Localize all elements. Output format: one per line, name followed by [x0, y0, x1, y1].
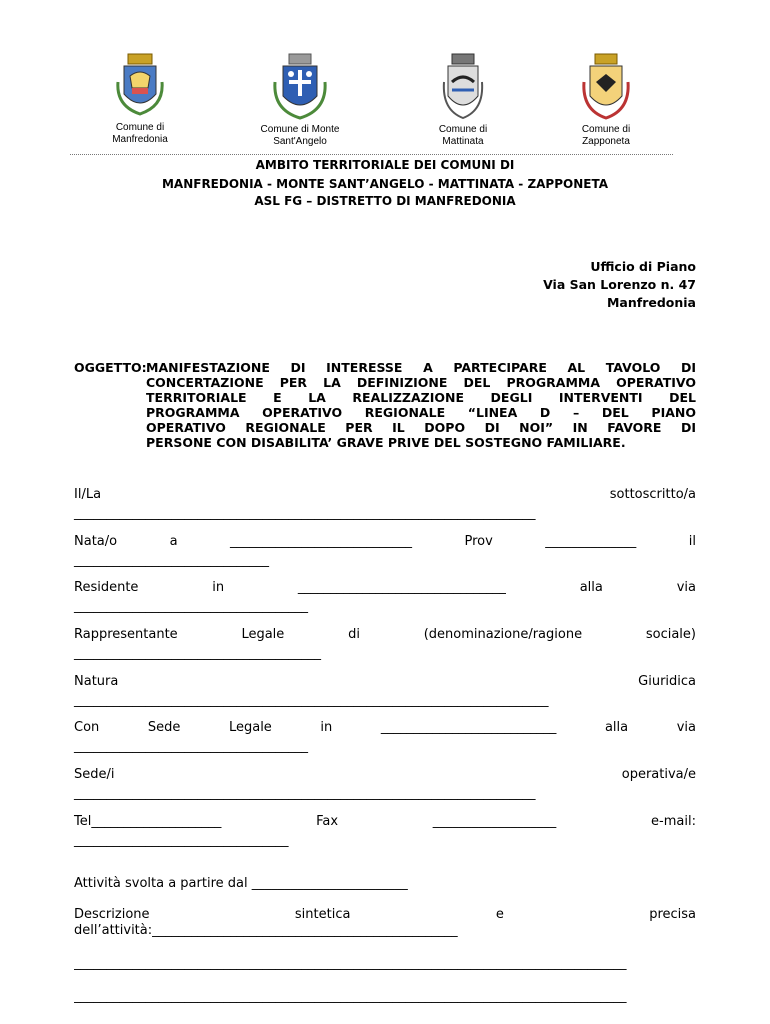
denominazione-input[interactable]: ______________________________________ [74, 646, 321, 661]
subject-label: OGGETTO: [74, 360, 147, 375]
field-sede-legale: Con Sede Legale in ___________________________ alla via [74, 720, 696, 735]
monte-santangelo-crest-icon [271, 52, 329, 120]
blank-line[interactable]: _____________________________________________________________________________________ [74, 989, 627, 1004]
via-residenza-input[interactable]: ____________________________________ [74, 599, 308, 614]
crest-label: Comune di Zapponeta [581, 124, 631, 147]
zapponeta-crest-icon [580, 52, 632, 120]
fax-input[interactable]: ___________________ [432, 814, 557, 829]
field-sede-operativa: Sede/i operativa/e [74, 767, 696, 782]
manfredonia-crest-icon [114, 52, 166, 118]
residenza-input[interactable]: ________________________________ [297, 580, 506, 595]
field-residente: Residente in ________________________________ alla via [74, 580, 696, 595]
crest-zapponeta [546, 52, 666, 148]
descrizione-input[interactable]: dell’attività:_______________________________________________ [74, 923, 458, 938]
field-rappresentante: Rappresentante Legale di (denominazione/ragione sociale) [74, 627, 696, 642]
data-nascita-input[interactable]: ______________________________ [74, 553, 269, 568]
crests-row [70, 52, 700, 152]
heading-line-3: ASL FG – DISTRETTO DI MANFREDONIA [254, 194, 516, 208]
crest-label: Comune di Mattinata [438, 124, 488, 147]
subject-line: OPERATIVO REGIONALE PER IL DOPO DI NOI” IN FAVORE DI [146, 420, 696, 435]
crest-label: Comune di Monte Sant'Angelo [260, 124, 340, 147]
tel-input[interactable]: Tel____________________ [74, 814, 222, 829]
natura-giuridica-input[interactable]: _________________________________________________________________________ [74, 693, 549, 708]
subject-line: MANIFESTAZIONE DI INTERESSE A PARTECIPARE AL TAVOLO DI [146, 360, 696, 375]
email-input[interactable]: _________________________________ [74, 833, 289, 848]
recipient-address [543, 258, 696, 312]
prov-input[interactable]: ______________ [545, 534, 637, 549]
heading-line-2: MANFREDONIA - MONTE SANT’ANGELO - MATTINATA - ZAPPONETA [161, 177, 609, 191]
subject-line: PROGRAMMA OPERATIVO REGIONALE “LINEA D – DEL PIANO [146, 405, 696, 420]
mattinata-crest-icon [440, 52, 486, 120]
field-descrizione: Descrizione sintetica e precisa [74, 907, 696, 922]
sede-operativa-input[interactable]: _______________________________________________________________________ [74, 786, 536, 801]
blank-line[interactable]: _____________________________________________________________________________________ [74, 956, 627, 971]
heading-line-1: AMBITO TERRITORIALE DEI COMUNI DI [255, 158, 515, 172]
subject-line: CONCERTAZIONE PER LA DEFINIZIONE DEL PROGRAMMA OPERATIVO [146, 375, 696, 390]
subject-block [74, 360, 696, 450]
crest-mattinata [403, 52, 523, 148]
subject-line: TERRITORIALE E LA REALIZZAZIONE DEGLI INTERVENTI DEL [146, 390, 696, 405]
subject-line: PERSONE CON DISABILITA’ GRAVE PRIVE DEL SOSTEGNO FAMILIARE. [146, 435, 626, 450]
office-name: Ufficio di Piano [590, 259, 696, 274]
field-contatti: Tel____________________ Fax ___________________ e-mail: [74, 814, 696, 829]
attivita-input[interactable]: Attività svolta a partire dal ________________________ [74, 876, 408, 891]
field-sottoscritto-input[interactable]: _______________________________________________________________________ [74, 506, 536, 521]
field-sottoscritto: Il/La sottoscritto/a [74, 487, 696, 502]
luogo-nascita-input[interactable]: ____________________________ [230, 534, 412, 549]
crest-monte-santangelo [240, 52, 360, 148]
crest-manfredonia [80, 52, 200, 146]
via-sede-legale-input[interactable]: ____________________________________ [74, 739, 308, 754]
street-address: Via San Lorenzo n. 47 [543, 277, 696, 292]
field-nascita: Nata/o a ____________________________ Prov ______________ il [74, 534, 696, 549]
sede-legale-input[interactable]: ___________________________ [380, 720, 557, 735]
field-natura-giuridica: Natura Giuridica [74, 674, 696, 689]
crest-label: Comune di Manfredonia [112, 122, 168, 145]
header-divider [70, 154, 673, 155]
city: Manfredonia [606, 295, 696, 310]
